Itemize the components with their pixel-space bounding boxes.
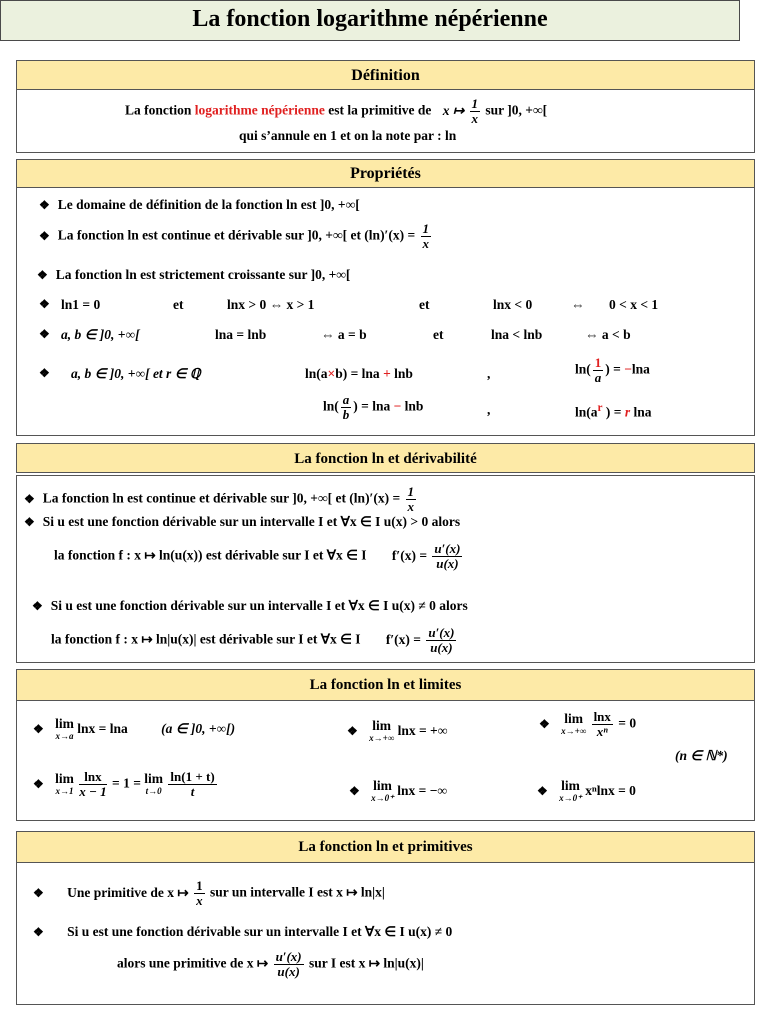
primitive-2: [33, 924, 452, 940]
p7-b1: ln(a: [575, 404, 598, 420]
frac-den: u(x): [436, 556, 459, 571]
lim-operator: [369, 720, 394, 744]
p4-a: ln1 = 0: [61, 297, 101, 312]
limit-4-fraction: [79, 770, 106, 799]
p7-b2: r: [597, 402, 603, 414]
p6-fraction: [593, 356, 604, 385]
def-text-c: x ↦: [442, 102, 465, 118]
limit-2-expr: lnx = +∞: [397, 723, 448, 739]
p6-b: [305, 366, 413, 382]
diamond-bullet-icon: ❖: [24, 491, 35, 506]
primitive-3-a: alors une primitive de x ↦: [117, 955, 269, 971]
lim-operator: [559, 780, 582, 804]
diamond-bullet-icon: ❖: [39, 297, 50, 311]
limit-6: [537, 780, 636, 804]
deriv-3-fprime: f′(x) =: [391, 547, 428, 563]
def-frac-den: x: [471, 111, 479, 126]
frac-den: x − 1: [79, 784, 107, 799]
p7-fraction: [341, 393, 352, 422]
deriv-5-text: la fonction f : x ↦ ln|u(x)| est dérivable sur I et ∀x ∈ I: [51, 631, 361, 647]
p7-b5: lna: [633, 404, 652, 420]
limit-1: [33, 718, 235, 742]
frac-den: u(x): [277, 964, 300, 979]
p6-c1: ln: [575, 361, 587, 377]
frac-den: x: [407, 499, 415, 514]
lim-sub: x→+∞: [561, 725, 587, 736]
definition-line-2: qui s’annule en 1 et on la note par : ln: [239, 128, 457, 143]
p7-a: ln( $\frac{a}{b}$ ) = lna − lnb: [323, 392, 424, 422]
diamond-bullet-icon: ❖: [33, 885, 44, 900]
p7-comma: ,: [487, 402, 491, 417]
limit-3-note: (n ∈ ℕ*): [675, 748, 728, 763]
limit-4-eq: = 1 =: [112, 775, 141, 791]
p4-b: et: [173, 297, 184, 312]
deriv-4: [32, 598, 468, 614]
def-text-b: est la primitive de: [328, 102, 432, 118]
deriv-5-fprime: f′(x) =: [385, 631, 421, 647]
primitives-header: La fonction ln et primitives: [17, 832, 754, 863]
deriv-3: [54, 542, 464, 571]
frac-num: a: [342, 392, 350, 407]
primitives-section: [16, 831, 755, 1005]
property-3-text: La fonction ln est strictement croissante sur ]0, +∞[: [55, 267, 351, 282]
p4-d: et: [419, 297, 430, 312]
p6-c: ln( $\frac{1}{a}$ ) = −lna: [575, 355, 650, 385]
lim-word: lim: [373, 778, 392, 793]
property-2-text: La fonction ln est continue et dérivable sur ]0, +∞[ et (ln)′(x) =: [57, 227, 416, 243]
lim-operator: [371, 780, 394, 804]
limit-6-expr: xⁿlnx = 0: [585, 783, 636, 799]
frac-num: 1: [422, 221, 430, 236]
diamond-bullet-icon: ❖: [33, 925, 44, 939]
deriv-1-fraction: [406, 485, 417, 514]
diamond-bullet-icon: ❖: [32, 599, 43, 613]
lim-sub: x→a: [55, 731, 74, 741]
diamond-bullet-icon: ❖: [39, 198, 50, 212]
property-2-fraction: [421, 222, 432, 251]
lim-operator: [144, 770, 164, 797]
def-text-d: sur ]0, +∞[: [485, 102, 548, 118]
diamond-bullet-icon: ❖: [37, 268, 48, 282]
limit-1-expr: lnx = lna: [77, 721, 128, 737]
diamond-bullet-icon: ❖: [39, 366, 50, 380]
frac-num: 1: [594, 355, 602, 370]
p5-e: lna < lnb: [491, 327, 543, 342]
derivability-section: [16, 443, 755, 663]
primitive-3-b: sur I est x ↦ ln|u(x)|: [308, 955, 424, 971]
lim-sub: x→+∞: [369, 733, 395, 743]
p7-a3: −: [393, 398, 402, 414]
lim-word: lim: [561, 778, 580, 793]
deriv-3-text: la fonction f : x ↦ ln(u(x)) est dérivable sur I et ∀x ∈ I: [54, 547, 367, 563]
frac-num: lnx: [593, 709, 611, 724]
deriv-5-fraction: [426, 626, 456, 655]
p5-c: ⇔ a = b: [321, 327, 367, 342]
limit-3-fraction: [592, 710, 613, 739]
p4-g: 0 < x < 1: [609, 297, 659, 312]
property-3: [37, 267, 350, 283]
diamond-bullet-icon: ❖: [39, 327, 50, 341]
limit-4: [33, 770, 219, 799]
primitive-1-a: Une primitive de x ↦: [67, 884, 189, 900]
frac-num: 1: [196, 878, 203, 893]
p6-b2: ×: [327, 366, 336, 381]
derivability-header: La fonction ln et dérivabilité: [16, 443, 755, 473]
primitive-3-fraction: [274, 950, 304, 979]
lim-operator: [561, 710, 587, 737]
p7-b: [575, 402, 652, 421]
diamond-bullet-icon: ❖: [349, 784, 360, 799]
p7-a1: ln: [323, 398, 335, 414]
property-1-text: Le domaine de définition de la fonction ln est ]0, +∞[: [57, 197, 360, 212]
frac-den: t: [190, 784, 195, 799]
p7-a2: = lna: [361, 398, 391, 414]
diamond-bullet-icon: ❖: [33, 722, 44, 737]
frac-den: u(x): [430, 640, 453, 655]
primitive-3: [117, 950, 424, 979]
p7-b4: r: [624, 404, 631, 420]
frac-den: x: [196, 893, 203, 908]
def-text-red: logarithme népérienne: [194, 102, 325, 118]
limit-5: [349, 780, 447, 804]
lim-operator: [55, 718, 74, 742]
lim-sub: x→0⁺: [559, 793, 582, 803]
p6-a: a, b ∈ ]0, +∞[ et r ∈ ℚ: [71, 366, 201, 381]
p6-b3: b) = lna: [335, 366, 380, 381]
frac-den: x: [422, 236, 430, 251]
def-frac-num: 1: [471, 96, 479, 111]
lim-word: lim: [372, 718, 392, 733]
p5-f: ⇔ a < b: [585, 327, 631, 342]
lim-word: lim: [564, 710, 584, 726]
frac-den: xⁿ: [596, 724, 608, 739]
limit-2: [347, 720, 447, 744]
frac-num: u′(x): [428, 625, 455, 640]
p5-a: a, b ∈ ]0, +∞[: [61, 327, 140, 342]
p7-a4: lnb: [404, 398, 424, 414]
properties-section: [16, 159, 755, 436]
frac-den: b: [342, 407, 350, 422]
lim-operator: [55, 770, 74, 797]
lim-word: lim: [55, 770, 74, 786]
deriv-2-text: Si u est une fonction dérivable sur un intervalle I et ∀x ∈ I u(x) > 0 alors: [42, 514, 461, 529]
def-fraction: [470, 97, 481, 126]
frac-num: u′(x): [434, 541, 461, 556]
limit-3-eq: = 0: [618, 715, 637, 731]
frac-num: 1: [407, 484, 415, 499]
property-2: [39, 222, 433, 251]
p6-b5: lnb: [394, 366, 413, 381]
diamond-bullet-icon: ❖: [33, 776, 44, 791]
deriv-4-text: Si u est une fonction dérivable sur un intervalle I et ∀x ∈ I u(x) ≠ 0 alors: [50, 598, 468, 613]
p4-f: ⇔: [571, 297, 585, 312]
limit-3: [539, 710, 636, 739]
limit-1-note: (a ∈ ]0, +∞[): [161, 721, 236, 737]
p6-b1: ln(a: [305, 366, 328, 381]
lim-word: lim: [144, 770, 164, 786]
p5-d: et: [433, 327, 444, 342]
deriv-1: [24, 485, 418, 514]
p4-e: lnx < 0: [493, 297, 533, 312]
primitive-1-fraction: [194, 879, 205, 908]
lim-sub: x→1: [55, 785, 74, 796]
primitive-2-text: Si u est une fonction dérivable sur un intervalle I et ∀x ∈ I u(x) ≠ 0: [67, 924, 453, 939]
p6-comma: ,: [487, 366, 491, 381]
definition-section: [16, 60, 755, 153]
definition-header: Définition: [17, 61, 754, 90]
frac-den: a: [594, 370, 602, 385]
p6-c4: lna: [631, 361, 650, 377]
p6-c2: =: [613, 361, 625, 377]
diamond-bullet-icon: ❖: [39, 228, 50, 243]
diamond-bullet-icon: ❖: [347, 724, 358, 739]
p6-c3: −: [624, 361, 632, 377]
primitive-1: [33, 879, 385, 908]
diamond-bullet-icon: ❖: [537, 784, 548, 799]
def-text-a: La fonction: [125, 102, 192, 118]
property-1: [39, 197, 360, 213]
deriv-3-fraction: [432, 542, 462, 571]
deriv-5: [51, 626, 458, 655]
lim-word: lim: [55, 716, 74, 731]
limit-5-expr: lnx = −∞: [397, 783, 448, 799]
lim-sub: x→0⁺: [371, 793, 394, 803]
frac-num: u′(x): [275, 949, 302, 964]
primitive-1-b: sur un intervalle I est x ↦ ln|x|: [209, 884, 385, 900]
definition-line-1: [125, 97, 547, 126]
p5-b: lna = lnb: [215, 327, 267, 342]
properties-header: Propriétés: [17, 160, 754, 188]
deriv-2: [24, 514, 460, 530]
p4-c: lnx > 0 ⇔ x > 1: [227, 297, 315, 312]
frac-num: lnx: [79, 770, 106, 785]
page-title: La fonction logarithme népérienne: [0, 0, 740, 41]
p7-b3: ) =: [602, 404, 622, 420]
diamond-bullet-icon: ❖: [539, 716, 550, 731]
limits-section: [16, 669, 755, 821]
p6-b4: +: [383, 366, 391, 381]
deriv-1-text: La fonction ln est continue et dérivable sur ]0, +∞[ et (ln)′(x) =: [42, 490, 401, 506]
limit-4b-fraction: [168, 770, 216, 799]
frac-num: ln(1 + t): [170, 769, 215, 784]
diamond-bullet-icon: ❖: [24, 515, 35, 529]
limits-header: La fonction ln et limites: [17, 670, 754, 701]
lim-sub: t→0: [145, 785, 162, 796]
